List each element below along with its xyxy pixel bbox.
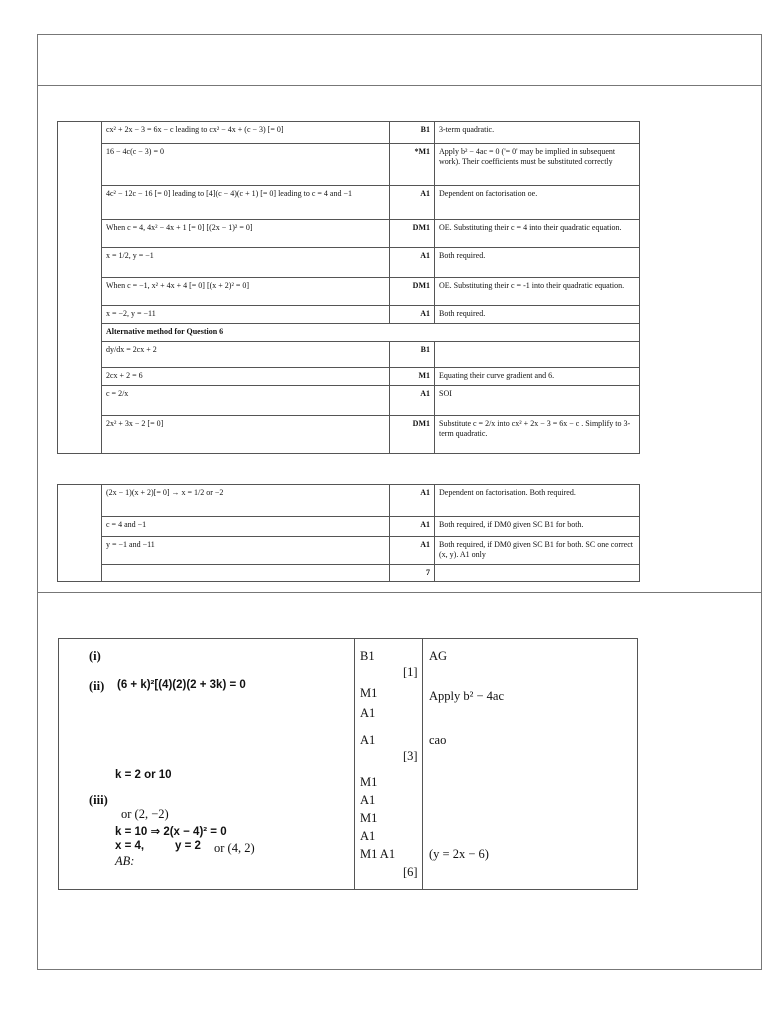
- working-column: [59, 639, 355, 890]
- mark-cell: DM1: [390, 278, 435, 306]
- working-cell: c = 2/x: [102, 386, 390, 416]
- or-point-text: or (2, −2): [121, 807, 169, 821]
- guidance-column: [423, 639, 638, 890]
- guidance-text: AG: [429, 649, 448, 663]
- guidance-text: cao: [429, 733, 447, 747]
- working-cell: 2x² + 3x − 2 [= 0]: [102, 416, 390, 454]
- guidance-text: (y = 2x − 6): [429, 847, 489, 861]
- working-cell: 2cx + 2 = 6: [102, 368, 390, 386]
- working-cell: [102, 565, 390, 582]
- ab-label: AB:: [115, 854, 135, 868]
- part-iii-label: (iii): [89, 793, 108, 807]
- mark-subtotal: [1]: [403, 665, 418, 679]
- mark-cell: B1: [390, 342, 435, 368]
- total-mark-cell: 7: [390, 565, 435, 582]
- or-point2-text: or (4, 2): [214, 841, 255, 855]
- mark: A1: [360, 733, 376, 747]
- guidance-cell: OE. Substituting their c = -1 into their quadratic equation.: [435, 278, 640, 306]
- mark-cell: DM1: [390, 220, 435, 248]
- working-cell: dy/dx = 2cx + 2: [102, 342, 390, 368]
- alternative-method-header: Alternative method for Question 6: [102, 324, 640, 342]
- mark-cell: A1: [390, 537, 435, 565]
- working-cell: c = 4 and −1: [102, 517, 390, 537]
- guidance-cell: OE. Substituting their c = 4 into their quadratic equation.: [435, 220, 640, 248]
- question-number-cell: [58, 485, 102, 582]
- guidance-cell: Dependent on factorisation oe.: [435, 186, 640, 220]
- guidance-cell: SOI: [435, 386, 640, 416]
- guidance-cell: Apply b² − 4ac = 0 ('= 0' may be implied in subsequent work). Their coefficients must be substituted correctly: [435, 144, 640, 186]
- mark: M1: [360, 811, 378, 825]
- mark-cell: A1: [390, 517, 435, 537]
- mark-scheme-table-q6-continued: [57, 484, 640, 582]
- part-ii-label: (ii): [89, 679, 105, 693]
- discriminant-equation: (6 + k)²[(4)(2)(2 + 3k) = 0: [117, 679, 246, 691]
- mark: A1: [360, 793, 376, 807]
- working-cell: When c = −1, x² + 4x + 4 [= 0] [(x + 2)² = 0]: [102, 278, 390, 306]
- mark-scheme-table-q6: [57, 121, 640, 454]
- working-cell: x = −2, y = −11: [102, 306, 390, 324]
- guidance-cell: Equating their curve gradient and 6.: [435, 368, 640, 386]
- mark: B1: [360, 649, 375, 663]
- mark-subtotal: [3]: [403, 749, 418, 763]
- mark-cell: A1: [390, 248, 435, 278]
- working-cell: When c = 4, 4x² − 4x + 1 [= 0] [(2x − 1)² = 0]: [102, 220, 390, 248]
- mark-cell: *M1: [390, 144, 435, 186]
- mark: M1: [360, 775, 378, 789]
- x-value: x = 4,: [115, 840, 145, 852]
- mark-cell: A1: [390, 306, 435, 324]
- guidance-text: Apply b² − 4ac: [429, 689, 505, 703]
- working-cell: x = 1/2, y = −1: [102, 248, 390, 278]
- working-cell: (2x − 1)(x + 2)[= 0] → x = 1/2 or −2: [102, 485, 390, 517]
- guidance-cell: Both required.: [435, 306, 640, 324]
- guidance-cell: Dependent on factorisation. Both required.: [435, 485, 640, 517]
- guidance-cell: Both required, if DM0 given SC B1 for both.: [435, 517, 640, 537]
- y-value: y = 2: [175, 840, 201, 852]
- mark: M1 A1: [360, 847, 396, 861]
- guidance-cell: Both required.: [435, 248, 640, 278]
- guidance-cell: Substitute c = 2/x into cx² + 2x − 3 = 6x − c . Simplify to 3-term quadratic.: [435, 416, 640, 454]
- header-divider: [37, 85, 762, 86]
- mark: A1: [360, 706, 376, 720]
- mark-cell: B1: [390, 122, 435, 144]
- mark-cell: DM1: [390, 416, 435, 454]
- marks-column: [355, 639, 423, 890]
- k-answer: k = 2 or 10: [115, 769, 172, 781]
- mark-subtotal: [6]: [403, 865, 418, 879]
- k10-working: k = 10 ⇒ 2(x − 4)² = 0: [115, 826, 227, 838]
- question-number-cell: [58, 122, 102, 454]
- mark-cell: A1: [390, 485, 435, 517]
- guidance-cell: [435, 565, 640, 582]
- working-cell: 16 − 4c(c − 3) = 0: [102, 144, 390, 186]
- mark-cell: A1: [390, 186, 435, 220]
- mark-cell: M1: [390, 368, 435, 386]
- guidance-cell: 3-term quadratic.: [435, 122, 640, 144]
- guidance-cell: Both required, if DM0 given SC B1 for both. SC one correct (x, y). A1 only: [435, 537, 640, 565]
- mark-scheme-table-lower: [58, 638, 638, 890]
- guidance-cell: [435, 342, 640, 368]
- working-cell: 4c² − 12c − 16 [= 0] leading to [4](c − 4)(c + 1) [= 0] leading to c = 4 and −1: [102, 186, 390, 220]
- mark: A1: [360, 829, 376, 843]
- part-i-label: (i): [89, 649, 101, 663]
- working-cell: y = −1 and −11: [102, 537, 390, 565]
- working-cell: cx² + 2x − 3 = 6x − c leading to cx² − 4x + (c − 3) [= 0]: [102, 122, 390, 144]
- section-divider: [37, 592, 762, 593]
- mark: M1: [360, 686, 378, 700]
- mark-cell: A1: [390, 386, 435, 416]
